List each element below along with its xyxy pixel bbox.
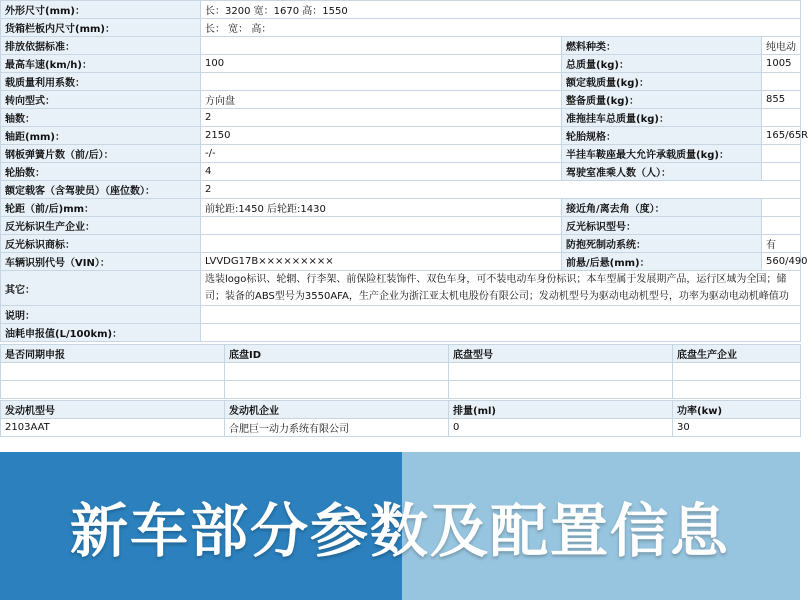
spec-value: 2	[201, 109, 562, 127]
chassis-cell	[225, 363, 449, 381]
spec-row	[1, 109, 801, 127]
spec-label: 货箱栏板内尺寸(mm)：	[1, 19, 201, 37]
chassis-cell	[449, 363, 673, 381]
spec-value	[201, 235, 562, 253]
spec-value: 长： 宽： 高：	[201, 19, 801, 37]
engine-power-cell: 30	[673, 419, 801, 437]
spec-label: 载质量利用系数：	[1, 73, 201, 91]
spec-label: 额定载客（含驾驶员）（座位数）：	[1, 181, 201, 199]
spec-label: 轮距（前/后)mm：	[1, 199, 201, 217]
spec-value-right	[762, 73, 801, 91]
spec-value: -/-	[201, 145, 562, 163]
title-banner	[0, 452, 800, 600]
engine-table	[0, 400, 801, 437]
spec-label-right: 整备质量(kg)：	[562, 91, 762, 109]
spec-label-right: 轮胎规格：	[562, 127, 762, 145]
chassis-header-cell: 底盘型号	[449, 345, 673, 363]
spec-label: 反光标识生产企业：	[1, 217, 201, 235]
spec-value: 2150	[201, 127, 562, 145]
other-value-line2: 司；装备的ABS型号为3550AFA，生产企业为浙江亚太机电股份有限公司；发动机型号为驱动电动机型号，功率为驱动电动机峰值功	[205, 291, 789, 302]
spec-value: 长：3200 宽：1670 高：1550	[201, 1, 801, 19]
spec-value-right: 165/65R	[762, 127, 801, 145]
chassis-header-cell: 是否同期申报	[1, 345, 225, 363]
spec-value-right: 560/490	[762, 253, 801, 271]
spec-label: 车辆识别代号（VIN）：	[1, 253, 201, 271]
spec-value	[201, 73, 562, 91]
spec-value-right: 有	[762, 235, 801, 253]
spec-row	[1, 253, 801, 271]
spec-label: 排放依据标准：	[1, 37, 201, 55]
spec-label: 钢板弹簧片数（前/后）：	[1, 145, 201, 163]
spec-row	[1, 163, 801, 181]
spec-label-right: 反光标识型号：	[562, 217, 762, 235]
chassis-table	[0, 344, 801, 399]
engine-header-cell: 发动机企业	[225, 401, 449, 419]
engine-data-row	[1, 419, 801, 437]
spec-row	[1, 91, 801, 109]
spec-row	[1, 217, 801, 235]
chassis-cell	[1, 363, 225, 381]
spec-label-right: 额定载质量(kg)：	[562, 73, 762, 91]
spec-value-right	[762, 199, 801, 217]
engine-header-cell: 功率(kw)	[673, 401, 801, 419]
remark-label: 说明：	[1, 306, 201, 324]
spec-value-right: 纯电动	[762, 37, 801, 55]
spec-row	[1, 19, 801, 37]
fuel-row	[1, 324, 801, 342]
spec-value-right	[762, 163, 801, 181]
spec-label-right: 半挂车鞍座最大允许承载质量(kg)：	[562, 145, 762, 163]
spec-label-right: 燃料种类：	[562, 37, 762, 55]
spec-value	[201, 217, 562, 235]
spec-label: 轴数：	[1, 109, 201, 127]
spec-value: 前轮距:1450 后轮距:1430	[201, 199, 562, 217]
spec-label: 最高车速(km/h)：	[1, 55, 201, 73]
spec-label: 轮胎数：	[1, 163, 201, 181]
fuel-value	[201, 324, 801, 342]
spec-extra	[1, 271, 801, 342]
spec-value-right: 1005	[762, 55, 801, 73]
spec-label: 轴距(mm)：	[1, 127, 201, 145]
engine-displacement-cell: 0	[449, 419, 673, 437]
spec-label-right: 前悬/后悬(mm)：	[562, 253, 762, 271]
engine-header-row	[1, 401, 801, 419]
other-value	[201, 271, 801, 306]
remark-value	[201, 306, 801, 324]
banner-title: 新车部分参数及配置信息	[69, 497, 730, 565]
chassis-cell	[673, 363, 801, 381]
spec-label-right: 总质量(kg)：	[562, 55, 762, 73]
chassis-header-cell: 底盘ID	[225, 345, 449, 363]
spec-row	[1, 55, 801, 73]
spec-row	[1, 127, 801, 145]
spec-row	[1, 1, 801, 19]
spec-label-right: 驾驶室准乘人数（人）：	[562, 163, 762, 181]
spec-label-right: 接近角/离去角（度）：	[562, 199, 762, 217]
spec-row	[1, 145, 801, 163]
spec-row	[1, 235, 801, 253]
chassis-header-cell: 底盘生产企业	[673, 345, 801, 363]
remark-row	[1, 306, 801, 324]
spec-value: 4	[201, 163, 562, 181]
fuel-label: 油耗申报值(L/100km)：	[1, 324, 201, 342]
other-row	[1, 271, 801, 306]
spec-value	[201, 37, 562, 55]
spec-row	[1, 199, 801, 217]
spec-value-right	[762, 109, 801, 127]
engine-model-cell: 2103AAT	[1, 419, 225, 437]
other-value-line1: 选装logo标识、轮辋、行李架、前保险杠装饰件、双色车身，可不装电动车身份标识；本车型属于发展期产品，运行区域为全国；储	[205, 274, 787, 285]
chassis-blank-row	[1, 381, 801, 399]
spec-label: 反光标识商标：	[1, 235, 201, 253]
spec-label-right: 准拖挂车总质量(kg)：	[562, 109, 762, 127]
chassis-header-row	[1, 345, 801, 363]
spec-value-right	[762, 145, 801, 163]
spec-value: LVVDG17B×××××××××	[201, 253, 562, 271]
spec-label: 外形尺寸(mm)：	[1, 1, 201, 19]
spec-label-right: 防抱死制动系统：	[562, 235, 762, 253]
spec-row	[1, 181, 801, 199]
engine-header-cell: 发动机型号	[1, 401, 225, 419]
spec-value: 方向盘	[201, 91, 562, 109]
spec-value-right: 855	[762, 91, 801, 109]
chassis-data-row	[1, 363, 801, 381]
engine-company-cell: 合肥巨一动力系统有限公司	[225, 419, 449, 437]
spec-value: 100	[201, 55, 562, 73]
spec-value-right	[762, 217, 801, 235]
spec-table-body	[1, 1, 808, 271]
spec-value: 2	[201, 181, 801, 199]
spec-row	[1, 37, 801, 55]
spec-row	[1, 73, 801, 91]
other-label: 其它：	[1, 271, 201, 306]
engine-header-cell: 排量(ml)	[449, 401, 673, 419]
spec-label: 转向型式：	[1, 91, 201, 109]
